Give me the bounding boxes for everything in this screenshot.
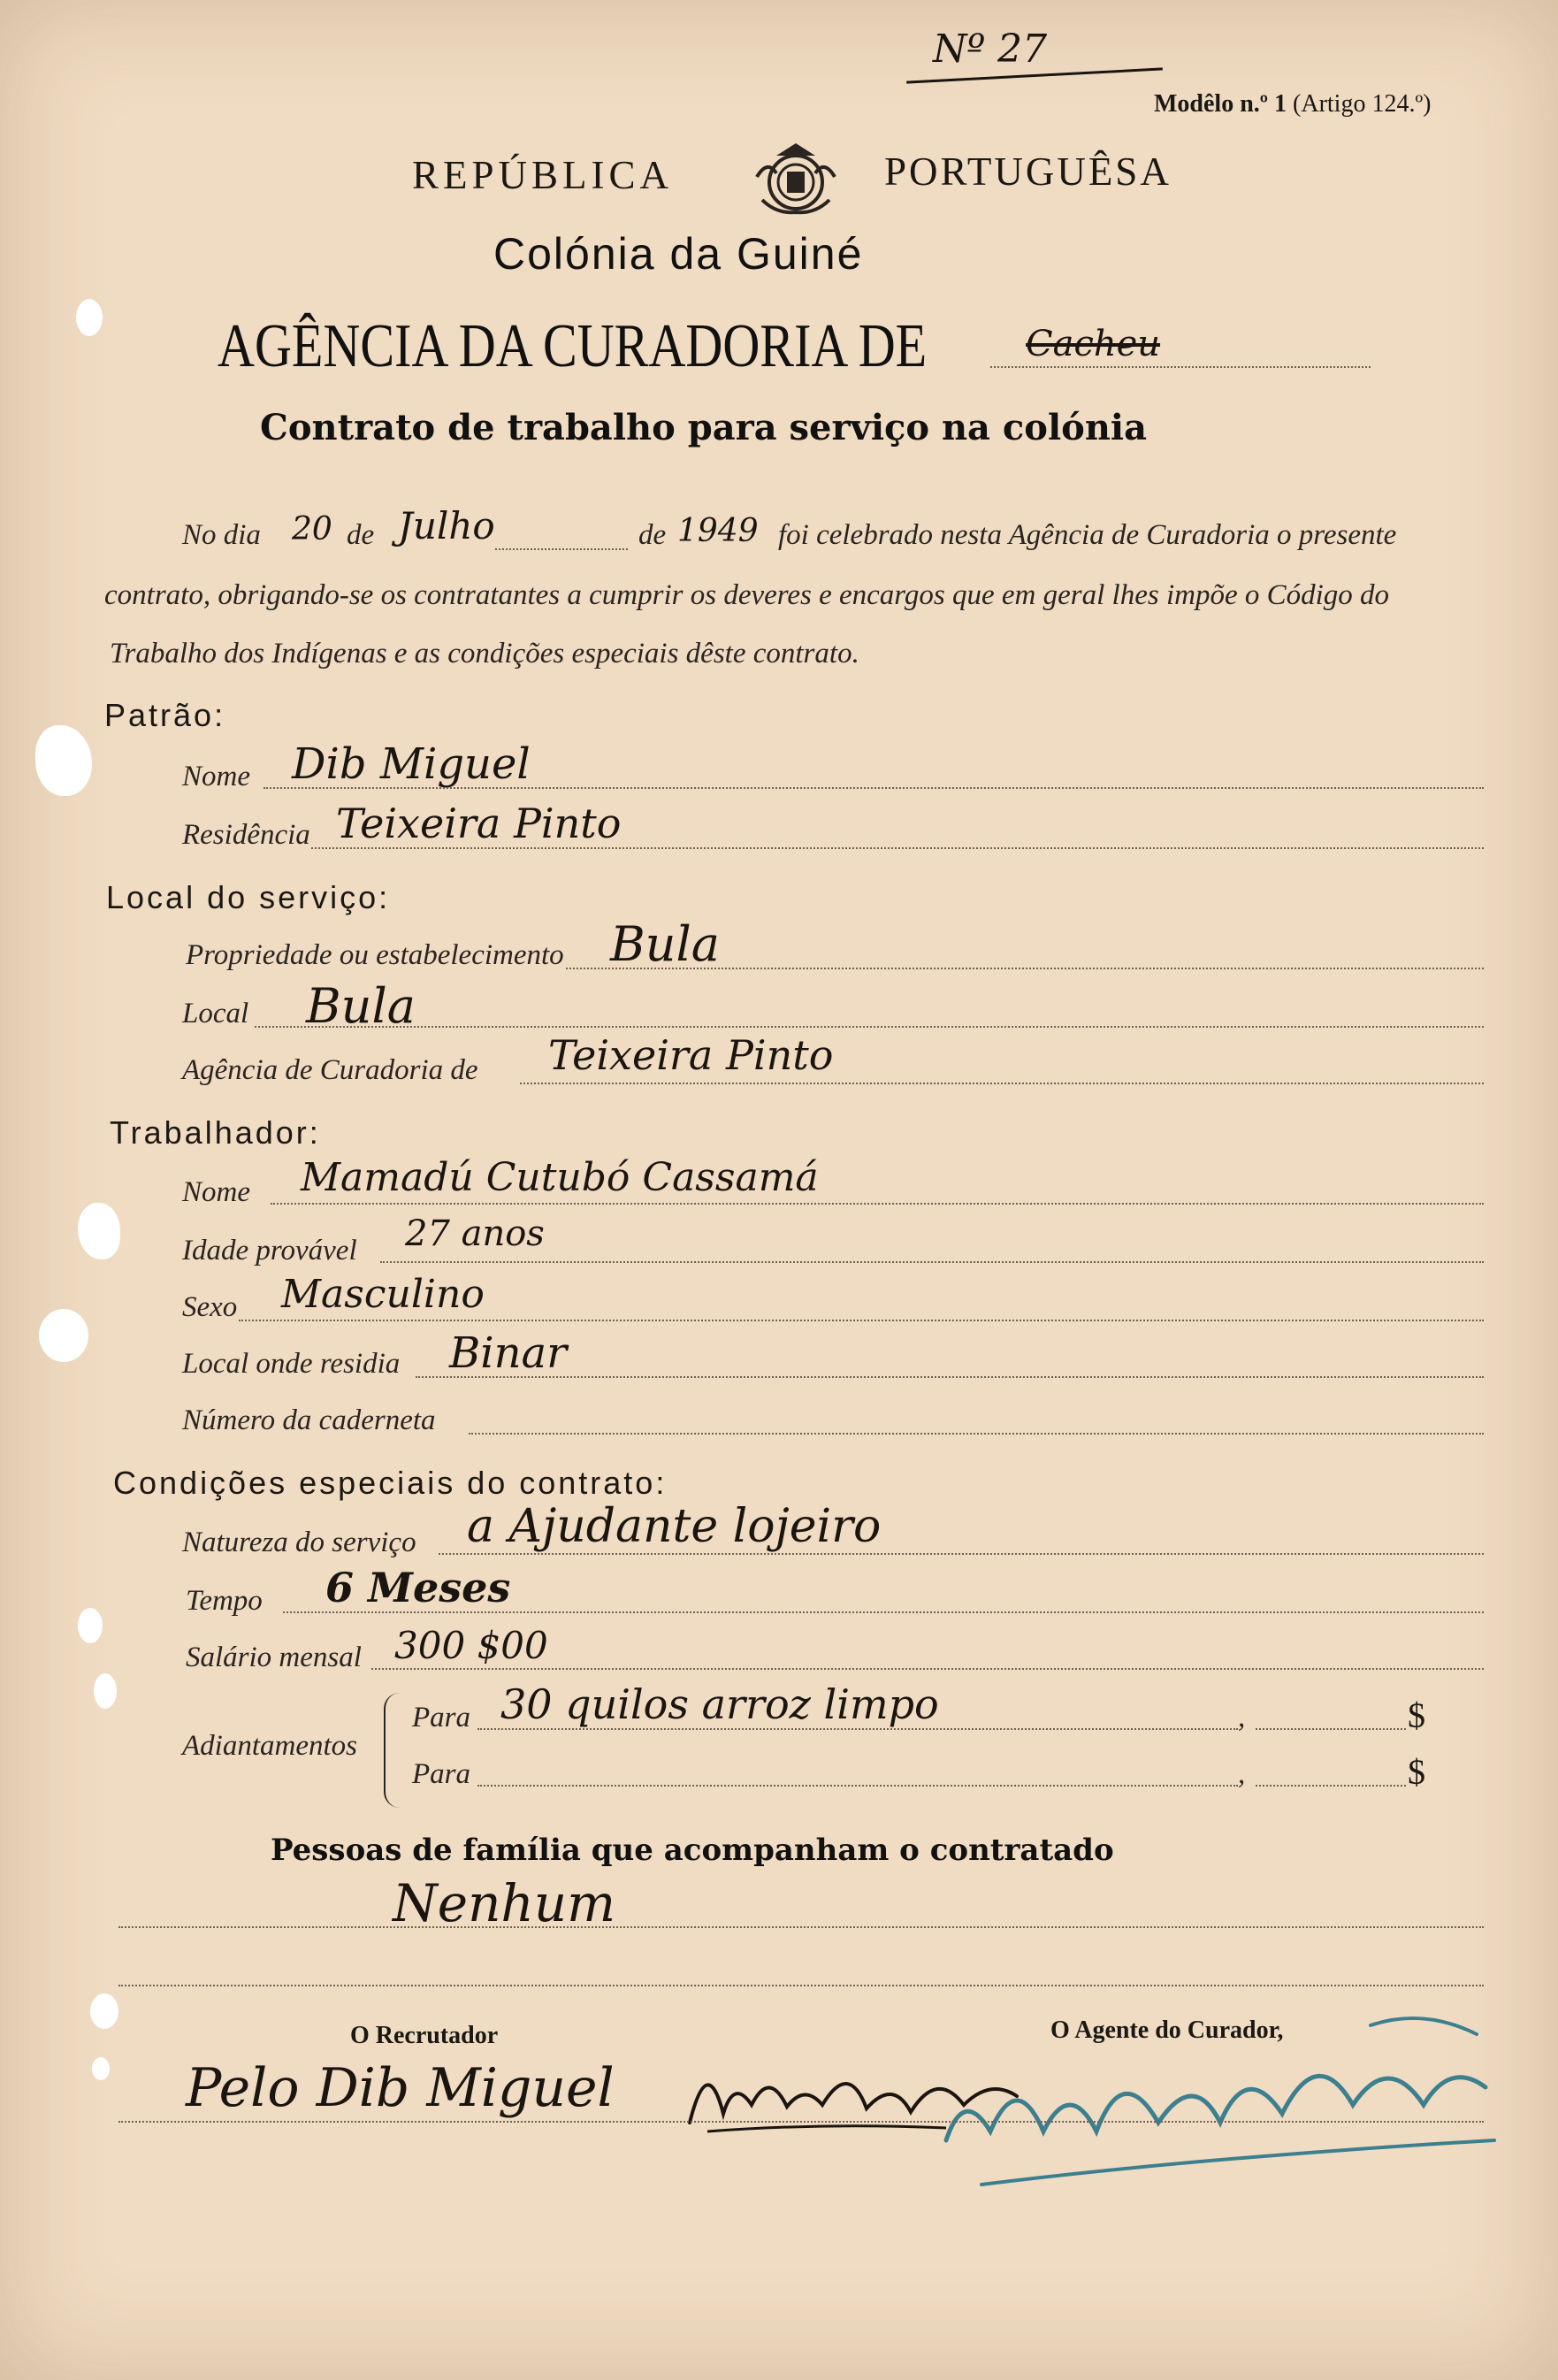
sexo-dots xyxy=(239,1320,1484,1321)
local-dots xyxy=(255,1026,1484,1028)
condicoes-heading: Condições especiais do contrato: xyxy=(113,1465,668,1501)
salario-label: Salário mensal xyxy=(186,1642,362,1673)
agencia-value: Teixeira Pinto xyxy=(548,1031,834,1079)
local-servico-heading: Local do serviço: xyxy=(106,879,391,915)
patrao-residencia-dots xyxy=(311,847,1484,849)
idade-dots xyxy=(380,1261,1484,1263)
patrao-nome-value: Dib Miguel xyxy=(292,739,531,789)
agency-title: AGÊNCIA DA CURADORIA DE xyxy=(218,312,928,380)
intro-day: 20 xyxy=(292,511,332,547)
para1-dots2 xyxy=(1256,1728,1406,1730)
familia-value: Nenhum xyxy=(393,1873,616,1933)
recrutador-signature: Pelo Dib Miguel xyxy=(186,2057,615,2119)
caderneta-label: Número da caderneta xyxy=(182,1404,436,1436)
idade-value: 27 anos xyxy=(405,1213,545,1254)
para2-currency: $ xyxy=(1408,1752,1425,1792)
patrao-residencia-label: Residência xyxy=(182,819,310,851)
agencia-dots xyxy=(520,1083,1484,1084)
sexo-value: Masculino xyxy=(281,1272,485,1317)
model-label: Modêlo n.º 1 (Artigo 124.º) xyxy=(1154,90,1432,118)
punch-hole xyxy=(94,1673,117,1709)
natureza-dots xyxy=(439,1553,1484,1555)
adiantamentos-label: Adiantamentos xyxy=(182,1730,357,1762)
punch-hole xyxy=(39,1309,88,1362)
local-value: Bula xyxy=(306,978,416,1034)
para2-label: Para xyxy=(412,1758,470,1790)
patrao-nome-label: Nome xyxy=(182,761,250,792)
intro-line3: Trabalho dos Indígenas e as condições especiais dêste contrato. xyxy=(110,638,859,670)
punch-hole xyxy=(90,1994,118,2029)
patrao-residencia-value: Teixeira Pinto xyxy=(336,800,622,847)
para2-dots2 xyxy=(1256,1785,1406,1787)
patrao-nome-dots xyxy=(263,787,1484,789)
punch-hole xyxy=(35,725,92,796)
punch-hole xyxy=(92,2057,110,2080)
intro-de: de xyxy=(347,519,375,551)
intro-line1-rest: foi celebrado nesta Agência de Curadoria o presente xyxy=(778,519,1397,551)
natureza-value: a Ajudante lojeiro xyxy=(467,1500,882,1553)
trabalhador-nome-label: Nome xyxy=(182,1176,250,1208)
familia-heading: Pessoas de família que acompanham o contratado xyxy=(271,1833,1114,1868)
punch-hole xyxy=(78,1203,120,1259)
agencia-label: Agência de Curadoria de xyxy=(182,1054,478,1086)
residia-label: Local onde residia xyxy=(182,1348,401,1380)
idade-label: Idade provável xyxy=(182,1235,357,1267)
punch-hole xyxy=(78,1608,103,1643)
caderneta-dots xyxy=(469,1433,1484,1435)
sexo-label: Sexo xyxy=(182,1291,238,1323)
tempo-label: Tempo xyxy=(186,1585,263,1617)
residia-dots xyxy=(416,1376,1484,1378)
familia-dots xyxy=(118,1926,1484,1928)
adiantamentos-brace xyxy=(384,1693,407,1808)
intro-month: Julho xyxy=(398,504,495,547)
tempo-value: 6 Meses xyxy=(325,1564,511,1611)
agente-label: O Agente do Curador, xyxy=(1050,2016,1284,2044)
intro-year: 1949 xyxy=(677,513,759,549)
coat-of-arms-icon xyxy=(750,138,842,219)
republic-left: REPÚBLICA xyxy=(412,153,674,197)
colony-title: Colónia da Guiné xyxy=(493,229,864,279)
trabalhador-nome-value: Mamadú Cutubó Cassamá xyxy=(301,1155,819,1200)
intro-month-dots xyxy=(495,548,628,550)
para1-dots xyxy=(477,1728,1238,1730)
para2-dots xyxy=(477,1785,1238,1787)
intro-line2: contrato, obrigando-se os contratantes a cumprir os deveres e encargos que em geral lhes impõe o Código do xyxy=(104,579,1390,611)
propriedade-value: Bula xyxy=(610,916,720,972)
para1-currency: $ xyxy=(1408,1695,1425,1735)
natureza-label: Natureza do serviço xyxy=(182,1527,416,1558)
para1-label: Para xyxy=(412,1702,470,1733)
punch-hole xyxy=(76,299,103,336)
propriedade-label: Propriedade ou estabelecimento xyxy=(186,939,564,971)
republic-right: PORTUGUÊSA xyxy=(884,149,1172,194)
trabalhador-nome-dots xyxy=(271,1203,1484,1205)
para1-value: 30 quilos arroz limpo xyxy=(500,1680,939,1728)
signature-line xyxy=(118,2121,1484,2123)
agency-dots xyxy=(990,366,1371,368)
salario-dots xyxy=(371,1668,1484,1670)
local-label: Local xyxy=(182,998,249,1029)
patrao-heading: Patrão: xyxy=(104,697,226,733)
familia-dots2 xyxy=(118,1985,1484,1986)
intro-no-dia: No dia xyxy=(182,519,261,551)
document-number: Nº 27 xyxy=(933,27,1048,72)
agency-place: Cacheu xyxy=(1026,324,1161,364)
recrutador-label: O Recrutador xyxy=(350,2022,499,2049)
residia-value: Binar xyxy=(449,1328,568,1378)
para2-comma: , xyxy=(1238,1758,1246,1790)
tempo-dots xyxy=(283,1611,1484,1613)
para1-comma: , xyxy=(1238,1702,1246,1733)
trabalhador-heading: Trabalhador: xyxy=(110,1114,321,1151)
propriedade-dots xyxy=(566,968,1484,969)
salario-value: 300 $00 xyxy=(394,1624,548,1667)
contract-subtitle: Contrato de trabalho para serviço na colónia xyxy=(260,407,1148,448)
agente-signature xyxy=(928,2008,1512,2211)
intro-de2: de xyxy=(638,519,667,551)
